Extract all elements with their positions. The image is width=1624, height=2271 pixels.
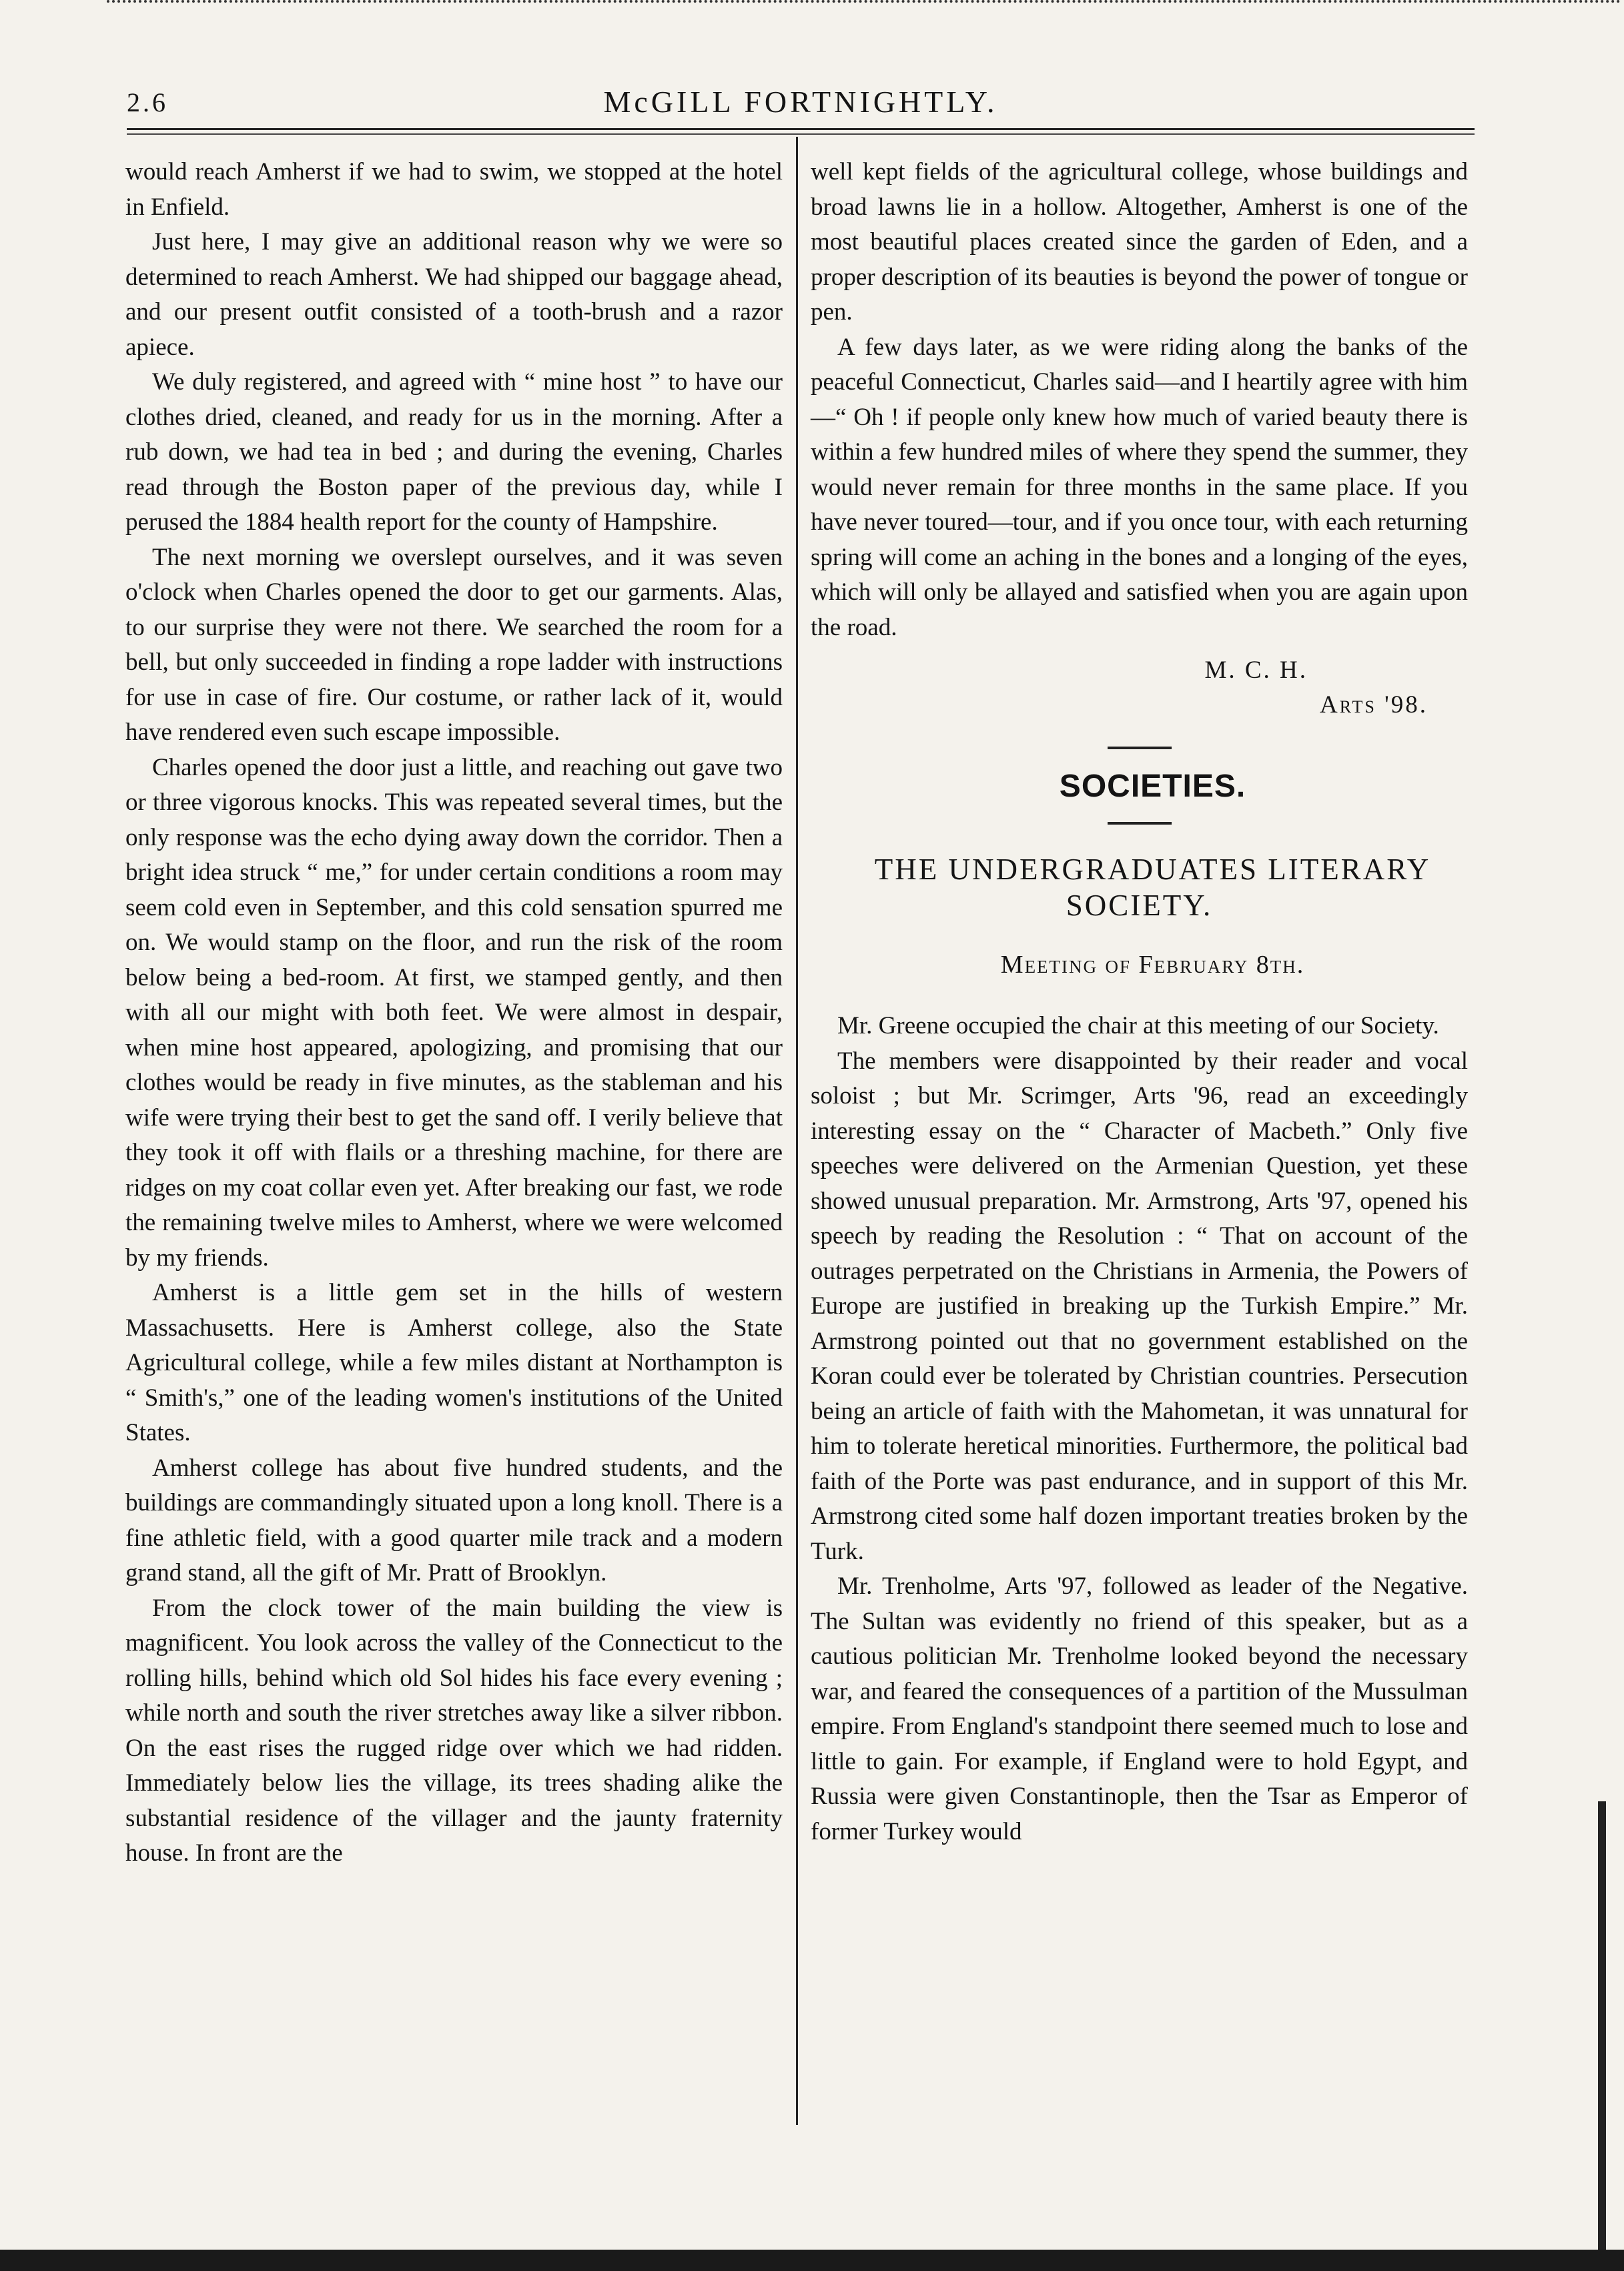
right-paragraph-5: Mr. Trenholme, Arts '97, followed as leader of the Negative. The Sultan was evidently no friend of this speaker, but as a cautious politician Mr. Trenholme looked beyond the necessary war, and feared the consequences of a partition of the Mussulman empire. From England's standpoint there seemed much to lose and little to gain. For example, if England were to hold Egypt, and Russia were given Constantinople, then the Tsar as Emperor of former Turkey would <box>811 1572 1468 1845</box>
left-paragraph-4: The next morning we overslept ourselves, and it was seven o'clock when Charles opened the door to get our garments. Alas, to our surprise they were not there. We searched the room for a bell, but only succeeded in finding a rope ladder with instructions for use in case of fire. Our costume, or rather lack of it, would have rendered even such escape impossible. <box>125 543 783 746</box>
scan-edge-shadow <box>1598 1801 1606 2255</box>
right-paragraph-1: well kept fields of the agricultural college, whose buildings and broad lawns lie in a hollow. Altogether, Amherst is one of the most beautiful places created since the garden of Eden, and a proper description of its beauties is beyond the power of tongue or pen. <box>811 158 1468 326</box>
signature-class: Arts '98. <box>1319 691 1428 719</box>
right-paragraph-4: The members were disappointed by their reader and vocal soloist ; but Mr. Scrimger, Arts '96, read an exceedingly interesting essay on the “ Character of Macbeth.” Only five speeches were delivered on the Armenian Question, yet these showed unusual preparation. Mr. Armstrong, Arts '97, opened his speech by reading the Resolution : “ That on account of the outrages perpetrated on the Christians in Armenia, the Powers of Europe are justified in breaking up the Turkish Empire.” Mr. Armstrong pointed out that no government established on the Koran could ever be tolerated by Christian countries. Persecution being an article of faith with the Mahometan, it was unnatural for him to tolerate heretical minorities. Furthermore, the political bad faith of the Porte was past endurance, and in support of this Mr. Armstrong cited some half dozen important treaties broken by the Turk. <box>811 1047 1468 1565</box>
society-title: THE UNDERGRADUATES LITERARY SOCIETY. <box>874 852 1431 922</box>
right-paragraph-2: A few days later, as we were riding along the banks of the peaceful Connecticut, Charles said—and I heartily agree with him—“ Oh ! if people only knew how much of varied beauty there is within a few hundred miles of where they spend the summer, they would never remain for three months in the same place. If you have never toured—tour, and if you once tour, with each returning spring will come an aching in the bones and a longing of the eyes, which will only be allayed and satisfied when you are again upon the road. <box>811 333 1468 641</box>
left-paragraph-7: Amherst college has about five hundred students, and the buildings are commandingly situated upon a long knoll. There is a fine athletic field, with a good quarter mile track and a modern grand stand, all the gift of Mr. Pratt of Brooklyn. <box>125 1454 783 1586</box>
bottom-border <box>0 2250 1624 2271</box>
left-paragraph-2: Just here, I may give an additional reason why we were so determined to reach Amherst. We had shipped our baggage ahead, and our present outfit consisted of a tooth-brush and a razor apiece. <box>125 228 783 361</box>
page-number: 2.6 <box>127 87 168 117</box>
signature-initials: M. C. H. <box>1204 656 1308 684</box>
right-paragraph-3: Mr. Greene occupied the chair at this meeting of our Society. <box>837 1012 1439 1039</box>
section-heading: SOCIETIES. <box>1059 769 1246 804</box>
meeting-subheading: Meeting of February 8th. <box>1000 950 1305 979</box>
left-paragraph-1: would reach Amherst if we had to swim, we stopped at the hotel in Enfield. <box>125 158 783 221</box>
left-paragraph-3: We duly registered, and agreed with “ mine host ” to have our clothes dried, cleaned, and ready for us in the morning. After a rub down, we had tea in bed ; and during the evening, Charles read through the Boston paper of the previous day, while I perused the 1884 health report for the county of Hampshire. <box>125 368 783 536</box>
right-column <box>811 155 1468 1849</box>
running-title: McGILL FORTNIGHTLY. <box>603 85 998 119</box>
left-paragraph-5: Charles opened the door just a little, and reaching out gave two or three vigorous knocks. This was repeated several times, but the only response was the echo dying away down the corridor. Then a bright idea struck “ me,” for under certain conditions a room may seem cold even in September, and this cold sensation spurred me on. We would stamp on the floor, and run the risk of the room below being a bed-room. At first, we stamped gently, and then with all our might with both feet. We were almost in despair, when mine host appeared, apologizing, and promising that our clothes would be ready in five minutes, as the stableman and his wife were trying their best to get the sand off. I verily believe that they took it off with flails or a threshing machine, for there are ridges on my coat collar even yet. After breaking our fast, we rode the remaining twelve miles to Amherst, where we were welcomed by my friends. <box>125 753 783 1272</box>
top-border-rule <box>107 0 1621 8</box>
header-rule <box>127 128 1475 130</box>
left-paragraph-6: Amherst is a little gem set in the hills of western Massachusetts. Here is Amherst college, also the State Agricultural college, while a few miles distant at Northampton is “ Smith's,” one of the leading women's institutions of the United States. <box>125 1279 783 1446</box>
header-rule-secondary <box>127 133 1475 135</box>
left-paragraph-8: From the clock tower of the main building the view is magnificent. You look across the valley of the Connecticut to the rolling hills, behind which old Sol hides his face every evening ; while north and south the river stretches away like a silver ribbon. On the east rises the rugged ridge over which we had ridden. Immediately below lies the village, its trees shading alike the substantial residence of the villager and the jaunty fraternity house. In front are the <box>125 1594 783 1867</box>
column-divider <box>796 137 798 2125</box>
left-column <box>125 155 783 1871</box>
page-header <box>127 80 1475 127</box>
